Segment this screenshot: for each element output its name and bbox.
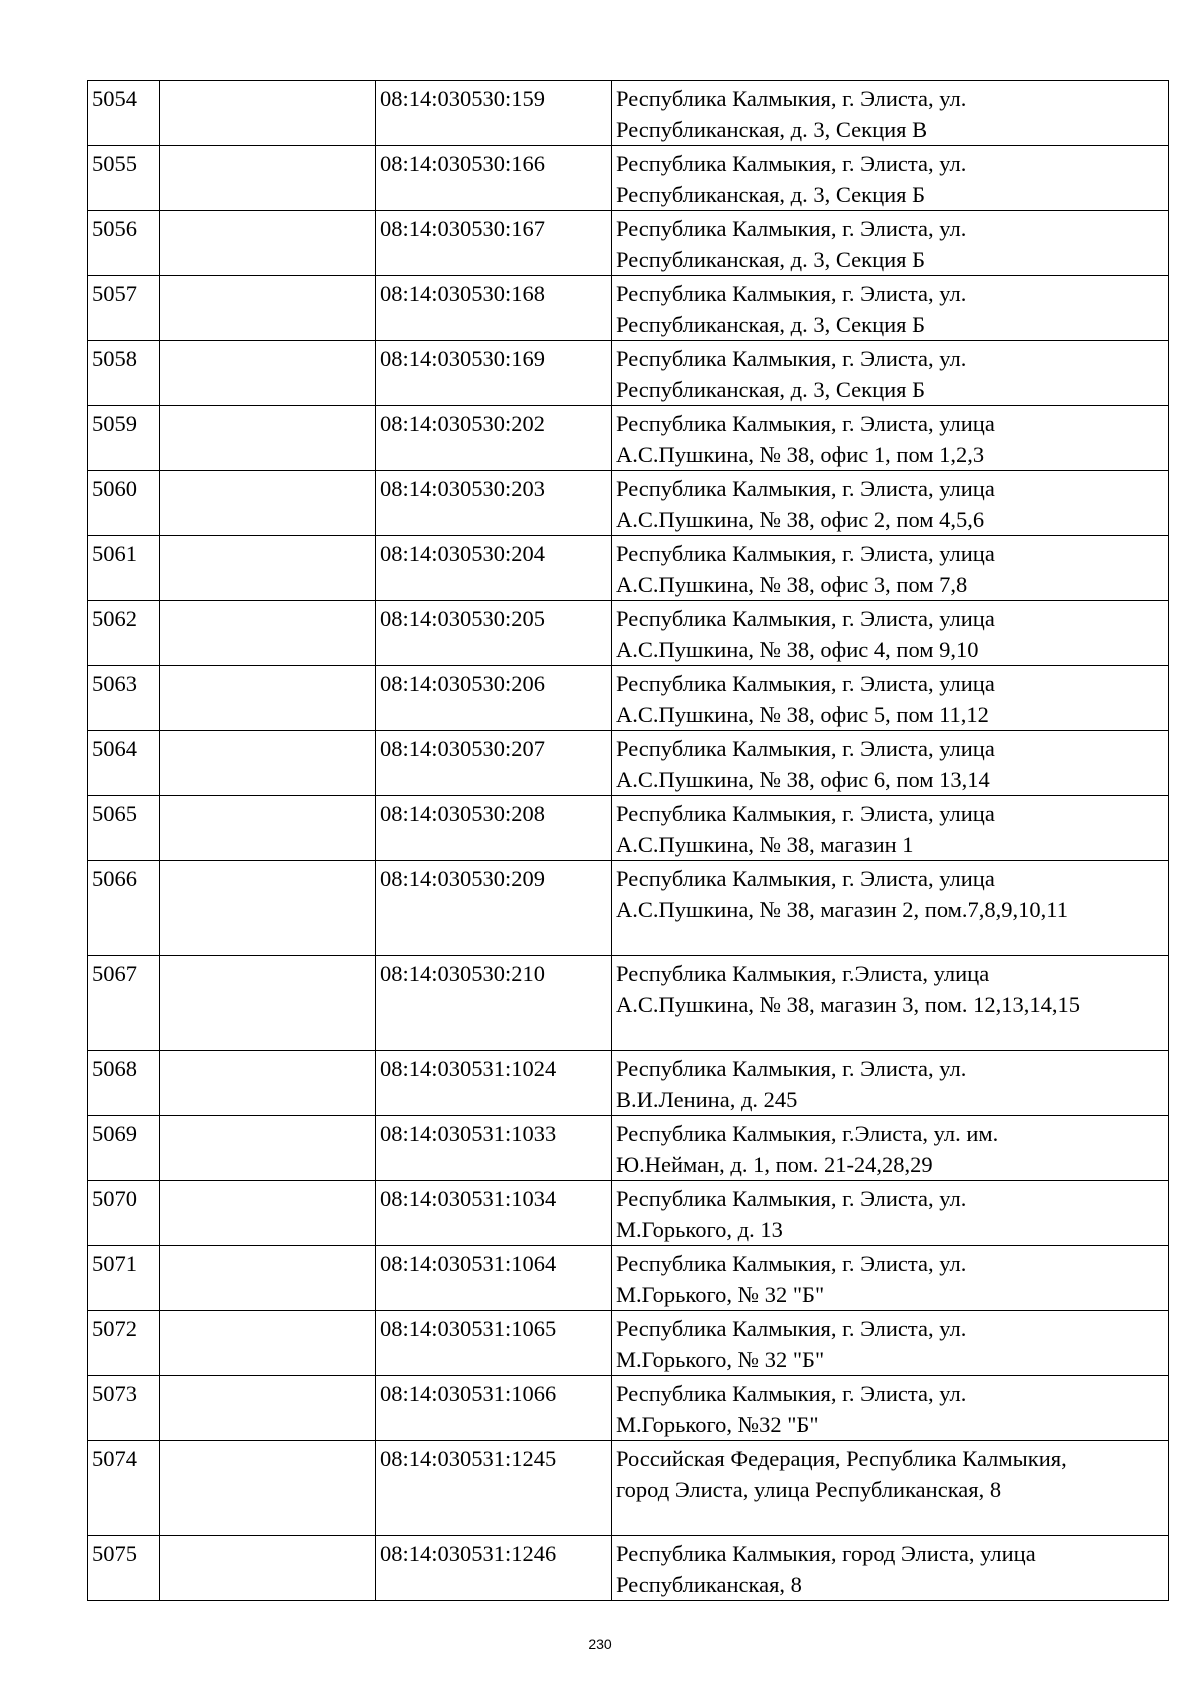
row-number: 5055 xyxy=(88,146,160,211)
empty-cell xyxy=(160,796,376,861)
row-number: 5065 xyxy=(88,796,160,861)
table-row xyxy=(88,666,1169,731)
registry-table xyxy=(87,80,1169,1601)
address-line-1: Республика Калмыкия, г.Элиста, ул. им. xyxy=(616,1121,999,1146)
row-number: 5063 xyxy=(88,666,160,731)
cadastral-number: 08:14:030531:1065 xyxy=(376,1311,612,1376)
cadastral-number: 08:14:030530:204 xyxy=(376,536,612,601)
address-line-2: Республиканская, д. 3, Секция Б xyxy=(616,312,926,337)
address-cell xyxy=(612,471,1169,536)
address-line-2: А.С.Пушкина, № 38, магазин 1 xyxy=(616,832,914,857)
address-cell xyxy=(612,1051,1169,1116)
address-line-2: Республиканская, д. 3, Секция Б xyxy=(616,247,926,272)
address-line-2: Ю.Нейман, д. 1, пом. 21-24,28,29 xyxy=(616,1152,933,1177)
address-cell xyxy=(612,341,1169,406)
cadastral-number: 08:14:030531:1066 xyxy=(376,1376,612,1441)
address-line-2: А.С.Пушкина, № 38, магазин 2, пом.7,8,9,10,11 xyxy=(616,897,1068,922)
empty-cell xyxy=(160,471,376,536)
cadastral-number: 08:14:030530:207 xyxy=(376,731,612,796)
empty-cell xyxy=(160,666,376,731)
address-line-1: Республика Калмыкия, г. Элиста, ул. xyxy=(616,1381,967,1406)
table-row xyxy=(88,406,1169,471)
address-line-2: Республиканская, д. 3, Секция Б xyxy=(616,377,926,402)
empty-cell xyxy=(160,861,376,956)
address-line-2: В.И.Ленина, д. 245 xyxy=(616,1087,798,1112)
address-line-2: Республиканская, д. 3, Секция В xyxy=(616,117,928,142)
row-number: 5072 xyxy=(88,1311,160,1376)
address-line-2: М.Горького, № 32 "Б" xyxy=(616,1347,825,1372)
cadastral-number: 08:14:030531:1024 xyxy=(376,1051,612,1116)
row-number: 5059 xyxy=(88,406,160,471)
row-number: 5057 xyxy=(88,276,160,341)
table-row xyxy=(88,731,1169,796)
cadastral-number: 08:14:030530:168 xyxy=(376,276,612,341)
table-row xyxy=(88,956,1169,1051)
empty-cell xyxy=(160,1116,376,1181)
row-number: 5058 xyxy=(88,341,160,406)
registry-table-body xyxy=(88,81,1169,1601)
table-row xyxy=(88,276,1169,341)
address-line-2: А.С.Пушкина, № 38, офис 1, пом 1,2,3 xyxy=(616,442,985,467)
cadastral-number: 08:14:030531:1246 xyxy=(376,1536,612,1601)
table-row xyxy=(88,81,1169,146)
address-line-2: А.С.Пушкина, № 38, магазин 3, пом. 12,13,14,15 xyxy=(616,992,1081,1017)
row-number: 5069 xyxy=(88,1116,160,1181)
address-line-1: Республика Калмыкия, г. Элиста, ул. xyxy=(616,281,967,306)
address-cell xyxy=(612,956,1169,1051)
address-cell xyxy=(612,796,1169,861)
row-number: 5067 xyxy=(88,956,160,1051)
address-line-1: Республика Калмыкия, г. Элиста, ул. xyxy=(616,1251,967,1276)
row-number: 5062 xyxy=(88,601,160,666)
empty-cell xyxy=(160,341,376,406)
row-number: 5074 xyxy=(88,1441,160,1536)
empty-cell xyxy=(160,1441,376,1536)
table-row xyxy=(88,1181,1169,1246)
address-cell xyxy=(612,1441,1169,1536)
cadastral-number: 08:14:030530:203 xyxy=(376,471,612,536)
table-row xyxy=(88,1536,1169,1601)
row-number: 5071 xyxy=(88,1246,160,1311)
address-line-2: Республиканская, 8 xyxy=(616,1572,802,1597)
cadastral-number: 08:14:030530:210 xyxy=(376,956,612,1051)
empty-cell xyxy=(160,146,376,211)
empty-cell xyxy=(160,731,376,796)
table-row xyxy=(88,211,1169,276)
table-row xyxy=(88,861,1169,956)
table-row xyxy=(88,1116,1169,1181)
table-row xyxy=(88,796,1169,861)
empty-cell xyxy=(160,536,376,601)
row-number: 5064 xyxy=(88,731,160,796)
address-cell xyxy=(612,406,1169,471)
address-cell xyxy=(612,81,1169,146)
empty-cell xyxy=(160,1536,376,1601)
cadastral-number: 08:14:030531:1064 xyxy=(376,1246,612,1311)
empty-cell xyxy=(160,956,376,1051)
address-line-2: А.С.Пушкина, № 38, офис 5, пом 11,12 xyxy=(616,702,989,727)
address-line-2: М.Горького, д. 13 xyxy=(616,1217,783,1242)
address-line-1: Республика Калмыкия, г. Элиста, улица xyxy=(616,671,995,696)
address-line-1: Республика Калмыкия, г. Элиста, ул. xyxy=(616,346,967,371)
table-row xyxy=(88,1376,1169,1441)
address-line-2: М.Горького, № 32 "Б" xyxy=(616,1282,825,1307)
address-cell xyxy=(612,536,1169,601)
address-line-1: Республика Калмыкия, г. Элиста, улица xyxy=(616,606,995,631)
cadastral-number: 08:14:030530:206 xyxy=(376,666,612,731)
address-cell xyxy=(612,666,1169,731)
address-cell xyxy=(612,1376,1169,1441)
address-line-2: А.С.Пушкина, № 38, офис 6, пом 13,14 xyxy=(616,767,990,792)
cadastral-number: 08:14:030530:166 xyxy=(376,146,612,211)
empty-cell xyxy=(160,406,376,471)
address-cell xyxy=(612,861,1169,956)
address-line-1: Республика Калмыкия, город Элиста, улица xyxy=(616,1541,1036,1566)
address-line-2: М.Горького, №32 "Б" xyxy=(616,1412,819,1437)
empty-cell xyxy=(160,1051,376,1116)
address-line-1: Республика Калмыкия, г. Элиста, улица xyxy=(616,801,995,826)
table-row xyxy=(88,341,1169,406)
cadastral-number: 08:14:030530:202 xyxy=(376,406,612,471)
page-number: 230 xyxy=(588,1636,612,1652)
empty-cell xyxy=(160,1311,376,1376)
row-number: 5056 xyxy=(88,211,160,276)
row-number: 5070 xyxy=(88,1181,160,1246)
empty-cell xyxy=(160,601,376,666)
row-number: 5075 xyxy=(88,1536,160,1601)
table-row xyxy=(88,1051,1169,1116)
address-line-1: Республика Калмыкия, г. Элиста, улица xyxy=(616,866,995,891)
row-number: 5061 xyxy=(88,536,160,601)
address-cell xyxy=(612,601,1169,666)
cadastral-number: 08:14:030530:167 xyxy=(376,211,612,276)
address-line-1: Республика Калмыкия, г. Элиста, ул. xyxy=(616,86,967,111)
empty-cell xyxy=(160,1181,376,1246)
address-line-1: Республика Калмыкия, г. Элиста, ул. xyxy=(616,1316,967,1341)
table-row xyxy=(88,1246,1169,1311)
table-row xyxy=(88,146,1169,211)
cadastral-number: 08:14:030530:208 xyxy=(376,796,612,861)
address-cell xyxy=(612,1536,1169,1601)
table-row xyxy=(88,601,1169,666)
table-row xyxy=(88,536,1169,601)
empty-cell xyxy=(160,1376,376,1441)
cadastral-number: 08:14:030531:1245 xyxy=(376,1441,612,1536)
address-line-1: Республика Калмыкия, г. Элиста, ул. xyxy=(616,216,967,241)
address-cell xyxy=(612,1246,1169,1311)
cadastral-number: 08:14:030530:169 xyxy=(376,341,612,406)
address-cell xyxy=(612,211,1169,276)
cadastral-number: 08:14:030530:159 xyxy=(376,81,612,146)
address-cell xyxy=(612,276,1169,341)
table-row xyxy=(88,471,1169,536)
address-line-1: Республика Калмыкия, г. Элиста, улица xyxy=(616,736,995,761)
address-cell xyxy=(612,1116,1169,1181)
address-line-1: Республика Калмыкия, г. Элиста, ул. xyxy=(616,1056,967,1081)
address-cell xyxy=(612,1181,1169,1246)
table-row xyxy=(88,1311,1169,1376)
empty-cell xyxy=(160,81,376,146)
cadastral-number: 08:14:030531:1033 xyxy=(376,1116,612,1181)
row-number: 5066 xyxy=(88,861,160,956)
empty-cell xyxy=(160,211,376,276)
address-line-2: А.С.Пушкина, № 38, офис 4, пом 9,10 xyxy=(616,637,979,662)
row-number: 5068 xyxy=(88,1051,160,1116)
row-number: 5060 xyxy=(88,471,160,536)
table-row xyxy=(88,1441,1169,1536)
address-line-1: Российская Федерация, Республика Калмыкия, xyxy=(616,1446,1067,1471)
address-line-1: Республика Калмыкия, г. Элиста, ул. xyxy=(616,1186,967,1211)
cadastral-number: 08:14:030531:1034 xyxy=(376,1181,612,1246)
address-line-1: Республика Калмыкия, г. Элиста, улица xyxy=(616,411,995,436)
address-line-1: Республика Калмыкия, г. Элиста, улица xyxy=(616,476,995,501)
cadastral-number: 08:14:030530:209 xyxy=(376,861,612,956)
address-line-1: Республика Калмыкия, г. Элиста, ул. xyxy=(616,151,967,176)
address-cell xyxy=(612,731,1169,796)
address-cell xyxy=(612,1311,1169,1376)
address-line-2: А.С.Пушкина, № 38, офис 2, пом 4,5,6 xyxy=(616,507,985,532)
row-number: 5054 xyxy=(88,81,160,146)
row-number: 5073 xyxy=(88,1376,160,1441)
empty-cell xyxy=(160,276,376,341)
address-line-2: А.С.Пушкина, № 38, офис 3, пом 7,8 xyxy=(616,572,968,597)
cadastral-number: 08:14:030530:205 xyxy=(376,601,612,666)
address-line-1: Республика Калмыкия, г. Элиста, улица xyxy=(616,541,995,566)
address-line-1: Республика Калмыкия, г.Элиста, улица xyxy=(616,961,990,986)
address-cell xyxy=(612,146,1169,211)
address-line-2: город Элиста, улица Республиканская, 8 xyxy=(616,1477,1002,1502)
empty-cell xyxy=(160,1246,376,1311)
address-line-2: Республиканская, д. 3, Секция Б xyxy=(616,182,926,207)
